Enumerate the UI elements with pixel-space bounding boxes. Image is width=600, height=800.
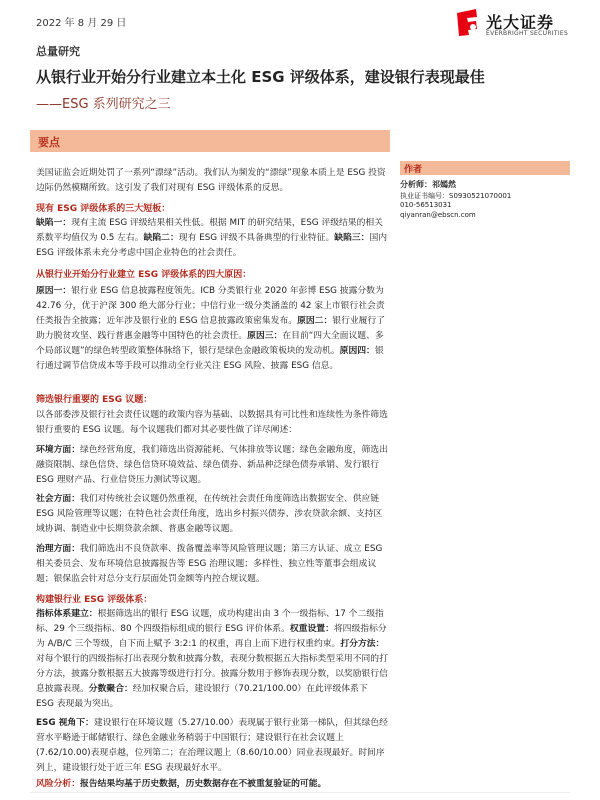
shortcomings-paragraph [36, 216, 388, 261]
environment-label: 环境方面： [36, 445, 80, 455]
analyst-phone: 010-56513031 [400, 201, 452, 209]
system-index-text: 根据筛选出的银行 ESG 议题，成功构建出由 3 个一级指标、17 个二级指标、29 个三级指标、80 个四级指标组成的银行 ESG 评价体系。 [36, 609, 384, 634]
reason-1-text: 银行业 ESG 信息披露程度领先。ICB 分类银行业 2020 年彭博 ESG 披露分数为 42.76 分，优于沪深 300 绝大部分行业；中信行业一级分类涵盖的 42 家上市银行社会责任类报告全披露；近年涉及银行业的 ESG 信息披露政策密集发布。 [36, 286, 385, 326]
analyst-license: 执业证书编号：S0930521070001 [400, 192, 512, 200]
social-label: 社会方面： [36, 494, 80, 504]
intro-paragraph: 美国证监会近期处罚了一系列“漂绿”活动。我们认为频发的“漂绿”现象本质上是 ESG 投资边际仍然模糊所致。这引发了我们对现有 ESG 评级体系的反思。 [36, 168, 386, 193]
reason-3-label: 原因三： [247, 331, 283, 341]
reason-1-label: 原因一： [36, 286, 72, 296]
analyst-name: 祁嫣然 [432, 180, 456, 189]
author-section-bar [400, 161, 570, 175]
screening-intro-paragraph: 以各部委涉及银行社会责任议题的政策内容为基础、以数据具有可比性和连续性为条件筛选银行重要的 ESG 议题。每个议题我们都对其必要性做了详尽阐述： [36, 410, 388, 435]
system-index-label: 指标体系建立： [36, 609, 98, 619]
governance-label: 治理方面： [36, 544, 80, 554]
governance-paragraph [36, 542, 388, 587]
report-subtitle: ——ESG 系列研究之三 [36, 97, 171, 112]
shortcoming-1-text: 现有主流 ESG 评级结果相关性低。根据 MIT 的研究结果，ESG 评级结果的相关系数平均值仅为 0.5 左右。 [36, 218, 383, 243]
shortcoming-2-text: 现有 ESG 评级不具备典型的行业特征。 [178, 233, 335, 243]
footer-divider [30, 792, 570, 793]
risk-label: 风险分析： [36, 779, 80, 789]
section-header-bar [30, 130, 390, 152]
reason-4-label: 原因四： [339, 346, 375, 356]
esg-view-text: 建设银行在环境议题（5.27/10.00）表现属于银行业第一梯队，但其绿色经营水平略逊于邮储银行、绿色金融业务稍弱于中国银行；建设银行在社会议题上(7.62/10.00)表现卓越，位列第二；在治理议题上（8.60/10.00）同业表现最好。时间序列上，建设银行处于近三年 ESG 表现最好水平。 [36, 718, 388, 773]
brand-name-en: EVERBRIGHT SECURITIES [486, 30, 569, 37]
heading-shortcomings: 现有 ESG 评级体系的三大短板： [36, 204, 171, 214]
analyst-role: 分析师： [400, 180, 432, 189]
risk-paragraph [36, 776, 388, 789]
report-category: 总量研究 [36, 45, 80, 58]
heading-reasons: 从银行业开始分行业建立 ESG 评级体系的四大原因： [36, 270, 252, 280]
shortcoming-1-label: 缺陷一： [36, 218, 72, 228]
governance-text: 我们筛选出不良贷款率、拨备覆盖率等风险管理议题；第三方认证、成立 ESG 相关委员会、发布环境信息披露报告等 ESG 治理议题；多样性、独立性等董事会组成议题；银保监会针对总分支行层面处罚金额等内控合规议题。 [36, 544, 383, 584]
esg-view-label: ESG 视角下： [36, 718, 94, 728]
environment-text: 绿色经营角度，我们筛选出资源能耗、气体排放等议题；绿色金融角度，筛选出融资限制、绿色信贷、绿色信贷环境效益、绿色债券、新品种泛绿色债券承销、发行银行 ESG 理财产品、行业信贷压力测试等议题。 [36, 445, 388, 485]
analyst-heading [400, 179, 456, 190]
system-aggregation-text: 经加权聚合后，建设银行（70.21/100.00）在此评级体系下 ESG 表现最为突出。 [36, 684, 368, 709]
system-weight-label: 权重设置： [289, 624, 334, 634]
brand-name-cn: 光大证券 [486, 13, 555, 32]
esg-view-paragraph [36, 716, 388, 776]
system-weight-text: 将四级指标分为 A/B/C 三个等级，自下而上赋予 3:2:1 的权重，再自上而下进行权重约束。 [36, 624, 387, 649]
social-paragraph [36, 492, 388, 537]
reason-3-text: 在目前“四大全面议题、多个局部议题”的绿色转型政策整体脉络下，银行是绿色金融政策板块的发动机。 [36, 331, 384, 356]
reason-2-label: 原因二： [297, 316, 333, 326]
reasons-paragraph [36, 284, 388, 374]
shortcoming-3-text: 国内 ESG 评级体系未充分考虑中国企业特色的社会责任。 [36, 233, 388, 258]
report-title: 从银行业开始分行业建立本土化 ESG 评级体系，建设银行表现最佳 [36, 68, 485, 86]
author-section-label: 作者 [404, 165, 423, 175]
section-header-label: 要点 [38, 136, 60, 149]
risk-text: 报告结果均基于历史数据，历史数据存在不被重复验证的可能。 [80, 779, 327, 789]
heading-system: 构建银行业 ESG 评级体系： [36, 595, 153, 605]
system-scoring-label: 打分方法： [340, 639, 385, 649]
analyst-email[interactable]: qiyanran@ebscn.com [400, 211, 476, 219]
heading-screening: 筛选银行重要的 ESG 议题： [36, 395, 153, 405]
social-text: 我们对传统社会议题仍然重视，在传统社会责任角度筛选出数据安全、供应链 ESG 风险管理等议题；在特色社会责任角度，选出乡村振兴债券、涉农贷款余额、支持区域协调、制造业中长期贷款余额、普惠金融等议题。 [36, 494, 383, 534]
brand-logo [454, 5, 574, 45]
report-date: 2022 年 8 月 29 日 [36, 18, 127, 29]
shortcoming-3-label: 缺陷三： [334, 233, 370, 243]
reason-4-text: 银行通过调节信贷成本等手段可以推动全行业关注 ESG 风险、披露 ESG 信息。 [36, 346, 384, 371]
reason-2-text: 银行业履行了助力脱贫攻坚、践行普惠金融等中国特色的社会责任。 [36, 316, 386, 341]
system-paragraph [36, 607, 388, 712]
system-aggregation-label: 分数聚合： [88, 684, 133, 694]
system-scoring-text: 对每个银行的四级指标打出表现分数和披露分数，表现分数根据五大指标类型采用不同的打分方法，披露分数根据五大披露等级进行打分。披露分数用于修饰表现分数，以奖励银行信息披露表现。 [36, 654, 388, 694]
shortcoming-2-label: 缺陷二： [143, 233, 179, 243]
environment-paragraph [36, 443, 388, 488]
brand-mark-icon [454, 7, 482, 37]
